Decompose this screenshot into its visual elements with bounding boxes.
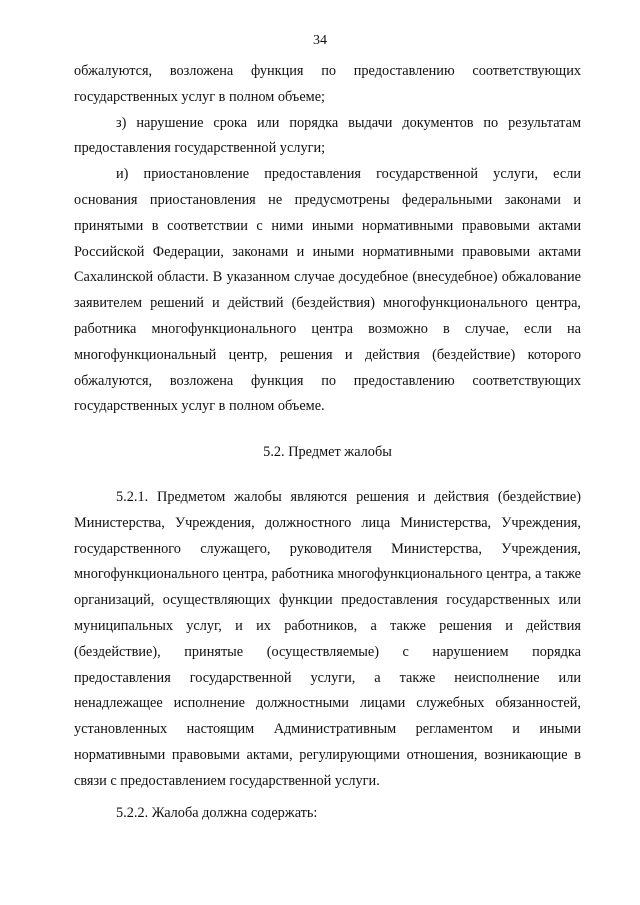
paragraph-item-i: и) приостановление предоставления государственной услуги, если основания приостановления не предусмотрены федеральными законами и принятыми в соответствии с ними иными нормативными правовыми актами Российской Федерации, законами и иными нормативными правовыми актами Сахалинской области. В указанном случае досудебное (внесудебное) обжалование заявителем решений и действий (бездействия) многофункционального центра, работника многофункционального центра возможно в случае, если на многофункциональный центр, решения и действия (бездействие) которого обжалуются, возложена функция по предоставлению соответствующих государственных услуг в полном объеме. [74,166,581,415]
page-number: 34 [313,33,327,48]
paragraph-continuation: обжалуются, возложена функция по предоставлению соответствующих государственных услуг в полном объеме; [74,63,581,105]
paragraph-5-2-2: 5.2.2. Жалоба должна содержать: [116,804,318,821]
document-body [74,59,581,826]
section-heading-5-2: 5.2. Предмет жалобы [263,444,392,461]
paragraph-item-z: з) нарушение срока или порядка выдачи документов по результатам предоставления государственной услуги; [74,114,581,157]
paragraph-5-2-1: 5.2.1. Предметом жалобы являются решения и действия (бездействие) Министерства, Учреждения, должностного лица Министерства, Учреждения, государственного служащего, руководителя Министерства, Учреждения, многофункционального центра, работника многофункционального центра, а также организаций, осуществляющих функции предоставления государственных или муниципальных услуг, и их работников, а также решения и действия (бездействие), принятые (осуществляемые) с нарушением порядка предоставления государственной услуги, а также неисполнение или ненадлежащее исполнение должностными лицами служебных обязанностей, установленных настоящим Административным регламентом и иными нормативными правовыми актами, регулирующими отношения, возникающие в связи с предоставлением государственной услуги. [74,488,581,789]
